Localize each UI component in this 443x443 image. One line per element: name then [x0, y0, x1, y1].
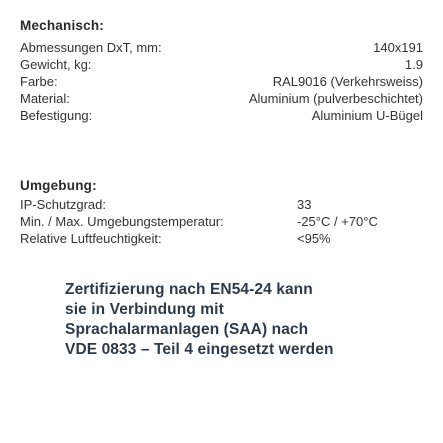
spec-value: -25°C / +70°C: [297, 214, 378, 229]
spec-label: Farbe:: [20, 74, 58, 89]
spec-row: [20, 214, 423, 230]
spec-row: [20, 231, 423, 247]
spec-value: Aluminium U-Bügel: [311, 108, 423, 123]
spec-label: IP-Schutzgrad:: [20, 197, 106, 212]
spec-label: Gewicht, kg:: [20, 57, 92, 72]
spec-label: Befestigung:: [20, 108, 93, 123]
spec-row: [20, 197, 423, 213]
spec-row: [20, 108, 423, 124]
spec-value: 140x191: [373, 40, 423, 55]
spec-label: Abmessungen DxT, mm:: [20, 40, 162, 55]
spec-label: Min. / Max. Umgebungstemperatur:: [20, 214, 224, 229]
section-heading-mechanisch: Mechanisch:: [20, 18, 104, 33]
spec-row: [20, 91, 423, 107]
spec-label: Relative Luftfeuchtigkeit:: [20, 231, 162, 246]
spec-value: RAL9016 (Verkehrsweiss): [272, 74, 423, 89]
certification-note-line: VDE 0833 – Teil 4 eingesetzt werden: [65, 341, 334, 358]
spec-value: 33: [297, 197, 312, 212]
certification-note-line: sie in Verbindung mit: [65, 301, 224, 318]
spec-row: [20, 40, 423, 56]
spec-row: [20, 74, 423, 90]
spec-row: [20, 57, 423, 73]
spec-value: <95%: [297, 231, 331, 246]
spec-value: Aluminium (pulverbeschichtet): [248, 91, 423, 106]
spec-label: Material:: [20, 91, 70, 106]
section-heading-umgebung: Umgebung:: [20, 178, 97, 193]
certification-note-line: Sprachalarmanlagen (SAA) nach: [65, 321, 309, 338]
spec-value: 1.9: [404, 57, 423, 72]
certification-note-line: Zertifizierung nach EN54-24 kann: [65, 281, 313, 298]
certification-note: [65, 280, 425, 360]
